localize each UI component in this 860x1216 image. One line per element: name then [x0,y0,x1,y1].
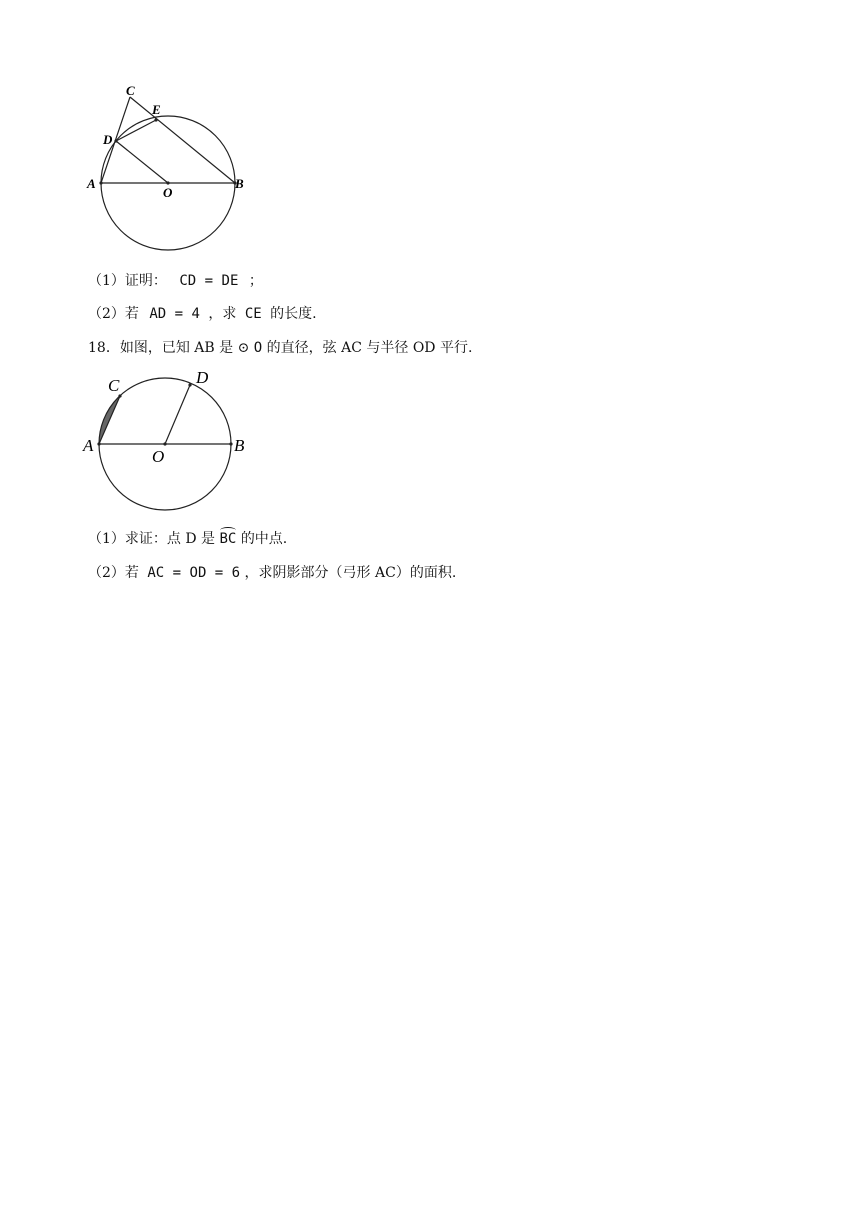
q17-part2-prefix: （2）若 [88,306,139,322]
circle-symbol: ⊙ [237,340,250,356]
q17-part1 [88,272,263,290]
segment-de [116,120,156,141]
q17-part1-prefix: （1）证明： [88,273,167,289]
q17-part1-suffix: ； [248,273,263,289]
q17-part2 [88,305,317,323]
radius-od [165,385,190,444]
q18-part1-suffix: 的中点. [240,531,288,547]
point-e [154,118,157,121]
figure-18-diagram [80,365,255,515]
q17-part1-math: CD = DE [179,273,239,289]
q18-stem-rest: 的直径，弦 AC 与半径 OD 平行. [266,340,473,356]
q17-part2-suffix: 的长度. [270,306,317,322]
point-d [114,139,117,142]
point-d [188,383,191,386]
label-c: C [108,376,120,395]
label-d: D [103,132,113,147]
segment-od [116,141,168,183]
label-c: C [126,83,135,98]
q17-part2-math2: CE [244,306,262,322]
q18-part1 [88,530,287,548]
chord-ac [99,396,120,444]
q17-part2-math1: AD = 4 [149,306,200,322]
label-d: D [196,368,209,387]
arc-bc: BC [219,531,237,547]
label-o: O [152,447,165,466]
label-a: A [83,436,94,455]
q18-part2-suffix: ，求阴影部分（弓形 AC）的面积. [244,565,457,581]
label-o: O [163,185,173,200]
q18-stem-o: O [253,340,263,356]
figure-17-diagram [80,78,255,258]
q18-part1-prefix: （1）求证：点 D 是 [88,531,216,547]
q18-stem-text: 18．如图，已知 AB 是 [88,340,234,356]
point-a [99,181,102,184]
point-o [163,442,166,445]
point-b [229,442,232,445]
q18-part2 [88,564,456,582]
point-a [97,442,100,445]
label-b: B [235,176,244,191]
label-e: E [152,102,161,117]
label-a: A [87,176,96,191]
q17-part2-mid: ，求 [208,306,237,322]
label-b: B [234,436,245,455]
q18-part2-math: AC = OD = 6 [147,565,241,581]
q18-part2-prefix: （2）若 [88,565,139,581]
q18-stem [88,339,472,357]
